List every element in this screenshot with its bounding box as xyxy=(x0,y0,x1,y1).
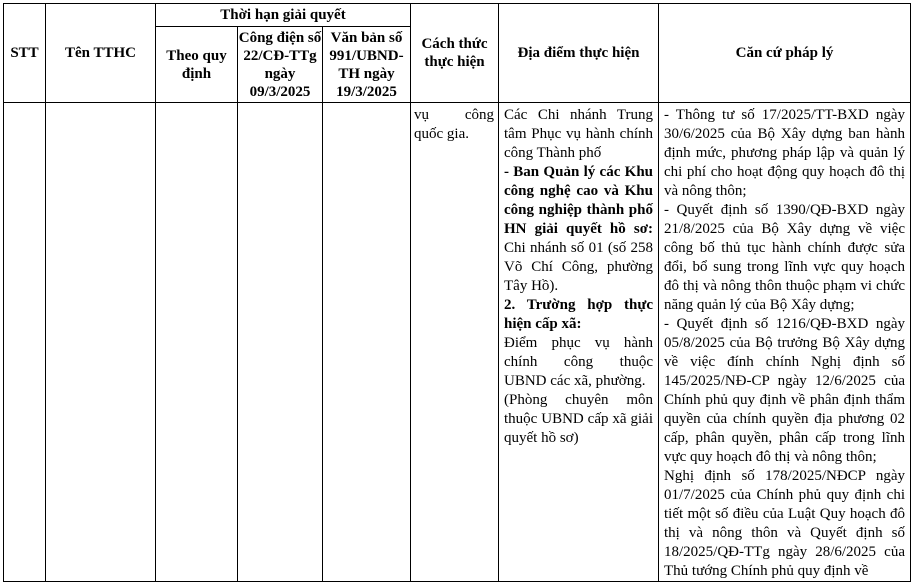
basis-thong-tu: - Thông tư số 17/2025/TT-BXD ngày 30/6/2025 của Bộ Xây dựng ban hành định mức, phương pháp lập và quản lý chi phí cho hoạt động quy hoạch đô thị và nông thôn; xyxy=(664,107,905,199)
cell-theo-quy-dinh xyxy=(156,103,238,582)
table-row xyxy=(4,103,911,582)
place-cap-xa-detail: Điểm phục vụ hành chính công thuộc UBND các xã, phường. xyxy=(504,335,653,389)
header-can-cu: Căn cứ pháp lý xyxy=(659,4,911,103)
place-ban-quan-ly-detail: Chi nhánh số 01 (số 258 Võ Chí Công, phường Tây Hồ). xyxy=(504,240,653,294)
header-dia-diem: Địa điểm thực hiện xyxy=(499,4,659,103)
place-phong-chuyen-mon: (Phòng chuyên môn thuộc UBND cấp xã giải quyết hồ sơ) xyxy=(504,392,653,446)
cell-stt xyxy=(4,103,46,582)
cell-cong-dien xyxy=(238,103,323,582)
basis-quyet-dinh-1216: - Quyết định số 1216/QĐ-BXD ngày 05/8/2025 của Bộ trưởng Bộ Xây dựng về việc đính chính Nghị định số 145/2025/NĐ-CP ngày 12/6/2025 của Chính phủ quy định về phân định thẩm quyền của chính quyền địa phương 02 cấp, phân quyền, phân cấp trong lĩnh vực quy hoạch đô thị và nông thôn; xyxy=(664,316,905,465)
cell-place xyxy=(499,103,659,582)
place-ban-quan-ly-title: - Ban Quản lý các Khu công nghệ cao và Khu công nghiệp thành phố HN giải quyết hồ sơ: xyxy=(504,164,653,237)
header-cong-dien: Công điện số 22/CĐ-TTg ngày 09/3/2025 xyxy=(238,27,323,103)
cell-basis xyxy=(659,103,911,582)
header-cach-thuc: Cách thức thực hiện xyxy=(411,4,499,103)
cell-ten-tthc xyxy=(46,103,156,582)
cell-method: vụ công quốc gia. xyxy=(411,103,499,582)
header-stt: STT xyxy=(4,4,46,103)
header-thoi-han: Thời hạn giải quyết xyxy=(156,4,411,27)
place-cap-xa-title: 2. Trường hợp thực hiện cấp xã: xyxy=(504,297,653,332)
basis-nghi-dinh-178: Nghị định số 178/2025/NĐCP ngày 01/7/2025 của Chính phủ quy định chi tiết một số điều của Luật Quy hoạch đô thị và nông thôn và Quyết định số 18/2025/QĐ-TTg ngày 28/6/2025 của Thủ tướng Chính phủ quy định về xyxy=(664,468,905,579)
place-ban-quan-ly xyxy=(504,163,653,296)
place-chi-nhanh: Các Chi nhánh Trung tâm Phục vụ hành chính công Thành phố xyxy=(504,107,653,161)
procedure-table xyxy=(3,3,911,582)
header-van-ban: Văn bản số 991/UBND-TH ngày 19/3/2025 xyxy=(323,27,411,103)
header-theo-quy-dinh: Theo quy định xyxy=(156,27,238,103)
cell-van-ban xyxy=(323,103,411,582)
header-ten-tthc: Tên TTHC xyxy=(46,4,156,103)
basis-quyet-dinh-1390: - Quyết định số 1390/QĐ-BXD ngày 21/8/2025 của Bộ Xây dựng về việc công bố thủ tục hành chính được sửa đổi, bổ sung trong lĩnh vực quy hoạch đô thị và nông thôn thuộc phạm vi chức năng quản lý của Bộ Xây dựng; xyxy=(664,202,905,313)
